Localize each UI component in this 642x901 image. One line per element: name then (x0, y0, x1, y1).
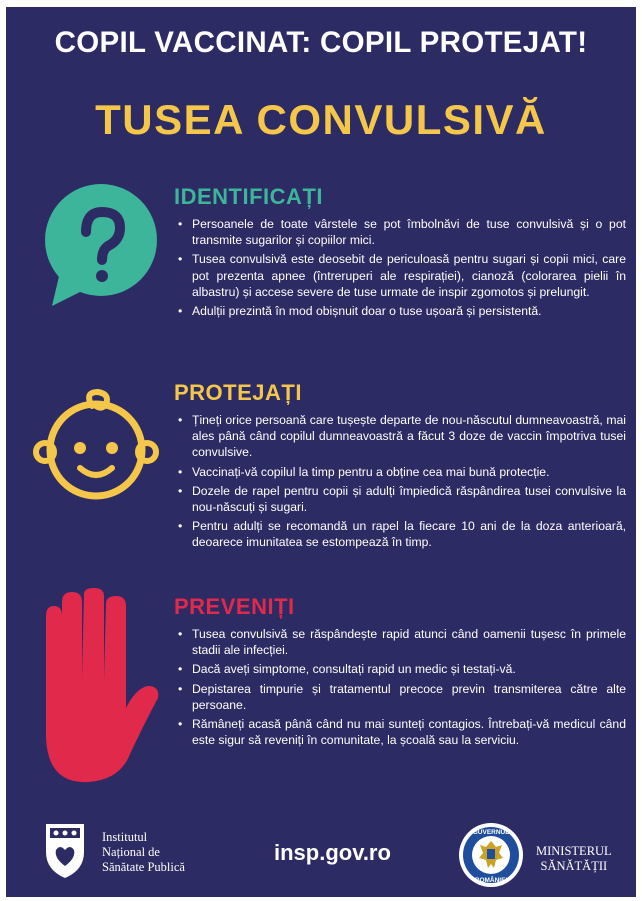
top-border (6, 4, 636, 7)
institute-name (102, 830, 185, 875)
header-slogan: COPIL VACCINAT: COPIL PROTEJAT! (54, 26, 588, 59)
section-identify (174, 184, 626, 322)
seal-text-top: GUVERNUL (472, 829, 510, 836)
list-item: • Dacă aveți simptome, consultați rapid un medic și testați-vă. (174, 661, 626, 677)
list-item: • Depistarea timpurie și tratamentul precoce previn transmiterea către alte persoane. (174, 681, 626, 713)
list-item: • Pentru adulți se recomandă un rapel la fiecare 10 ani de la doza anterioară, deoarece imunitatea se estompează în timp. (174, 518, 626, 550)
website-url: insp.gov.ro (274, 840, 391, 865)
insp-logo-icon (40, 818, 90, 880)
section-heading: PROTEJAȚI (174, 380, 302, 405)
question-bubble-icon (42, 180, 160, 310)
baby-face-icon (26, 388, 166, 508)
ministry-line: SĂNĂTĂȚII (540, 859, 608, 873)
section-heading: IDENTIFICAȚI (174, 184, 323, 209)
section-heading: PREVENIȚI (174, 594, 295, 619)
seal-text-bottom: ROMÂNIEI (474, 877, 508, 884)
list-item: • Vaccinați-vă copilul la timp pentru a obține cea mai bună protecție. (174, 464, 626, 480)
bullet-list (174, 626, 626, 748)
institute-line: Sănătate Publică (102, 860, 185, 874)
list-item: • Dozele de rapel pentru copii și adulți împiedică răspândirea tusei convulsive la nou-născuți și sugari. (174, 483, 626, 515)
list-item: • Adulții prezintă în mod obișnuit doar o tuse ușoară și persistentă. (174, 303, 626, 319)
list-item: • Tusea convulsivă se răspândește rapid atunci când oamenii tușesc în primele stadii ale infecției. (174, 626, 626, 658)
ministry-line: MINISTERUL (536, 844, 612, 858)
institute-line: Institutul (102, 830, 148, 844)
list-item: • Rămâneți acasă până când nu mai sunteți contagios. Întrebați-vă medicul când este sigur să reveniți în comunitate, la școală sau la serviciu. (174, 716, 626, 748)
bullet-list (174, 412, 626, 551)
page-title: TUSEA CONVULSIVĂ (95, 96, 547, 143)
section-prevent (174, 594, 626, 751)
list-item: • Persoanele de toate vârstele se pot îmbolnăvi de tuse convulsivă și o pot transmite sugarilor și copiilor mici. (174, 216, 626, 248)
poster (6, 4, 636, 897)
section-protect (174, 380, 626, 554)
list-item: • Țineți orice persoană care tușește departe de nou-născutul dumneavoastră, mai ales până când copilul dumneavoastră a făcut 3 doze de vaccin împotriva tusei convulsive. (174, 412, 626, 461)
stop-hand-icon (32, 588, 162, 786)
institute-line: Național de (102, 845, 160, 859)
government-seal-icon (458, 822, 524, 888)
list-item: • Tusea convulsivă este deosebit de periculoasă pentru sugari și copii mici, care pot prezenta apnee (întreruperi ale respirației), cianoză (colorarea pielii în albastru) și accese severe de tuse urmate de inspir zgomotos și prelungit. (174, 251, 626, 300)
ministry-name (536, 844, 612, 874)
bullet-list (174, 216, 626, 319)
